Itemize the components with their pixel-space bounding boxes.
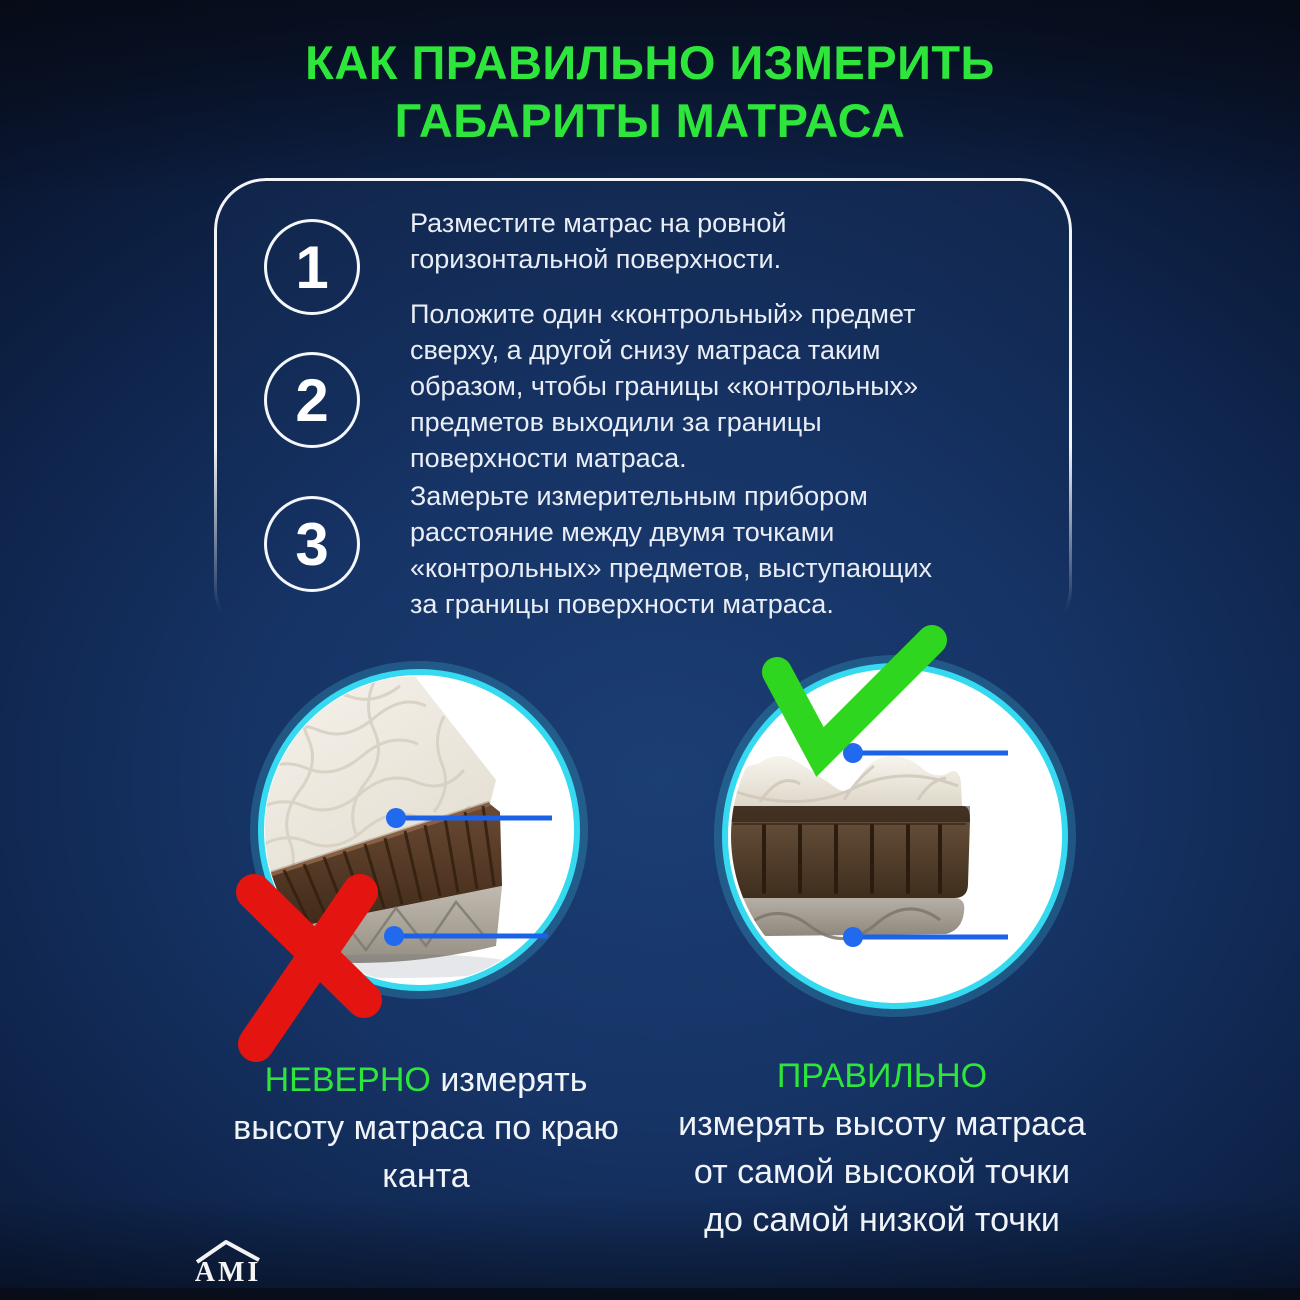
step-2-badge <box>264 352 360 448</box>
wrong-caption <box>226 1056 626 1200</box>
measure-dot-bottom <box>384 926 404 946</box>
step-3-number: 3 <box>295 510 329 578</box>
step-2-number: 2 <box>295 366 329 434</box>
bottom-edge-strip <box>0 1288 1300 1300</box>
brand-logo-text: AMI <box>194 1257 262 1288</box>
page-title-line1: КАК ПРАВИЛЬНО ИЗМЕРИТЬ <box>305 36 995 89</box>
step-2-text: Положите один «контрольный» предмет сверху, а другой снизу матраса таким образом, чтобы границы «контрольных» предметов выходили за границы поверхности матраса. <box>410 299 919 473</box>
correct-caption-keyword: ПРАВИЛЬНО <box>776 1057 988 1095</box>
measure-dot-top <box>386 808 406 828</box>
wrong-caption-keyword: НЕВЕРНО <box>264 1061 431 1099</box>
page-title-line2: ГАБАРИТЫ МАТРАСА <box>394 94 906 147</box>
correct-caption <box>672 1052 1092 1244</box>
step-1-text: Разместите матрас на ровной горизонтальной поверхности. <box>410 208 787 274</box>
wrong-example-illustration <box>230 620 630 1080</box>
brand-logo <box>186 1238 270 1286</box>
brown-band-top-strip <box>731 806 970 822</box>
correct-example-illustration <box>700 610 1120 1070</box>
step-3-badge <box>264 496 360 592</box>
correct-caption-text: измерять высоту матраса от самой высокой точки до самой низкой точки <box>678 1105 1086 1239</box>
measure-dot-bottom <box>843 927 863 947</box>
wrong-caption-text: измерять высоту матраса по краю канта <box>233 1061 619 1195</box>
step-1-badge <box>264 219 360 315</box>
steps-panel <box>214 178 1072 640</box>
step-1-number: 1 <box>295 233 329 301</box>
step-3-text: Замерьте измерительным прибором расстояние между двумя точками «контрольных» предметов, выступающих за границы поверхности матраса. <box>410 481 933 619</box>
page-title <box>0 34 1300 150</box>
